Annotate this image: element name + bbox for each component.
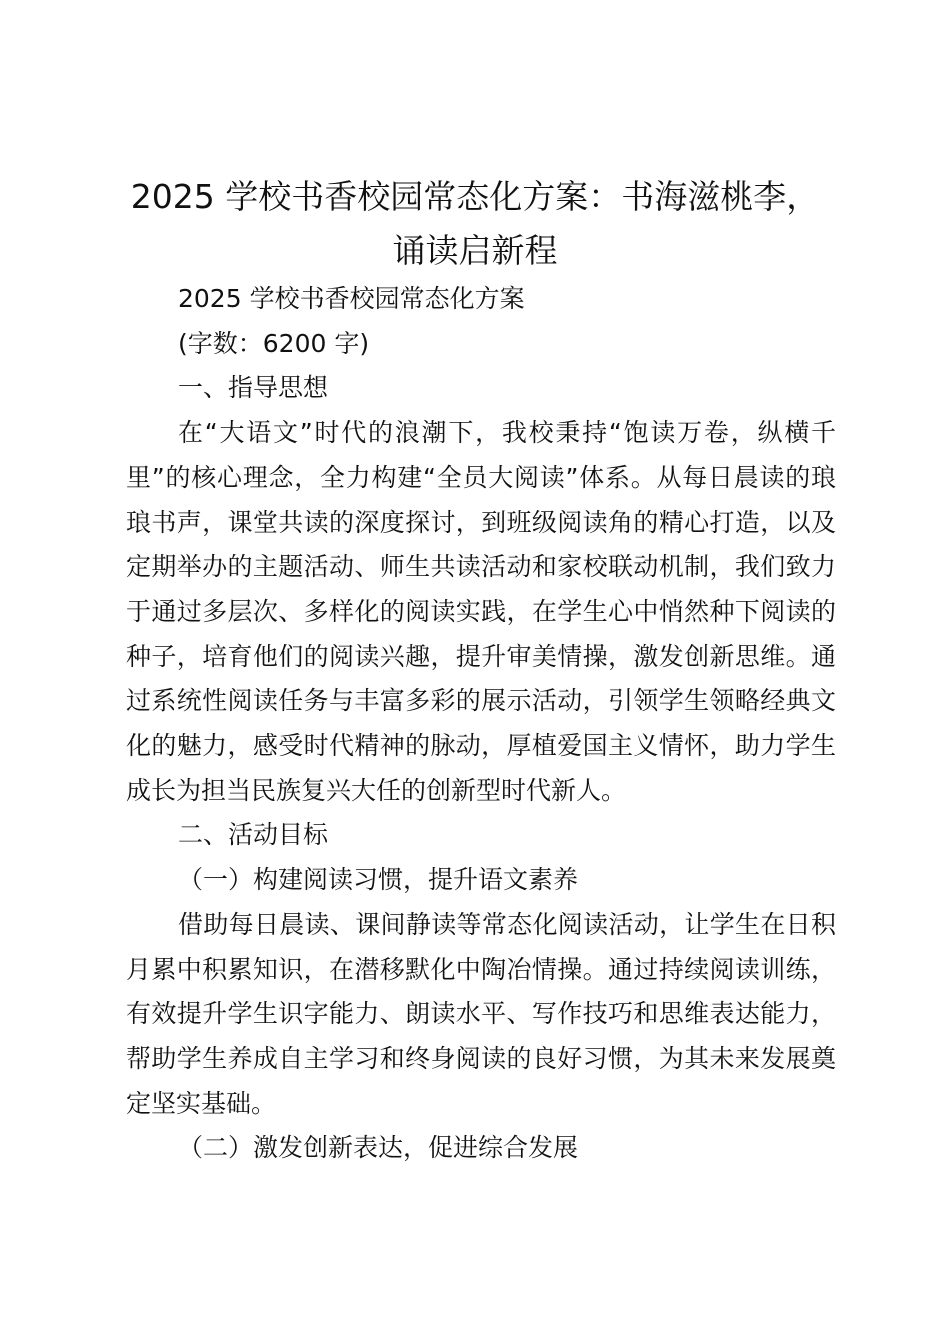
word-count: (字数：6200 字) [178,328,370,358]
paragraph-guiding-ideology: 在“大语文”时代的浪潮下，我校秉持“饱读万卷，纵横千里”的核心理念，全力构建“全员大阅读”体系。从每日晨读的琅琅书声，课堂共读的深度探讨，到班级阅读角的精心打造，以及定期举办的主题活动、师生共读活动和家校联动机制，我们致力于通过多层次、多样化的阅读实践，在学生心中悄然种下阅读的种子，培育他们的阅读兴趣，提升审美情操，激发创新思维。通过系统性阅读任务与丰富多彩的展示活动，引领学生领略经典文化的魅力，感受时代精神的脉动，厚植爱国主义情怀，助力学生成长为担当民族复兴大任的创新型时代新人。 [126,418,836,805]
section-heading-activity-goals: 二、活动目标 [178,820,329,850]
subheading-reading-habits: （一）构建阅读习惯，提升语文素养 [178,865,579,895]
section-heading-guiding-ideology: 一、指导思想 [178,373,329,403]
paragraph-reading-habits: 借助每日晨读、课间静读等常态化阅读活动，让学生在日积月累中积累知识，在潜移默化中陶冶情操。通过持续阅读训练，有效提升学生识字能力、朗读水平、写作技巧和思维表达能力，帮助学生养成自主学习和终身阅读的良好习惯，为其未来发展奠定坚实基础。 [126,909,836,1118]
subheading-creative-expression: （二）激发创新表达，促进综合发展 [178,1133,579,1163]
document-title: 2025 学校书香校园常态化方案：书海滋桃李，诵读启新程 [130,177,820,270]
document-body [126,277,836,1171]
subtitle: 2025 学校书香校园常态化方案 [178,284,525,313]
